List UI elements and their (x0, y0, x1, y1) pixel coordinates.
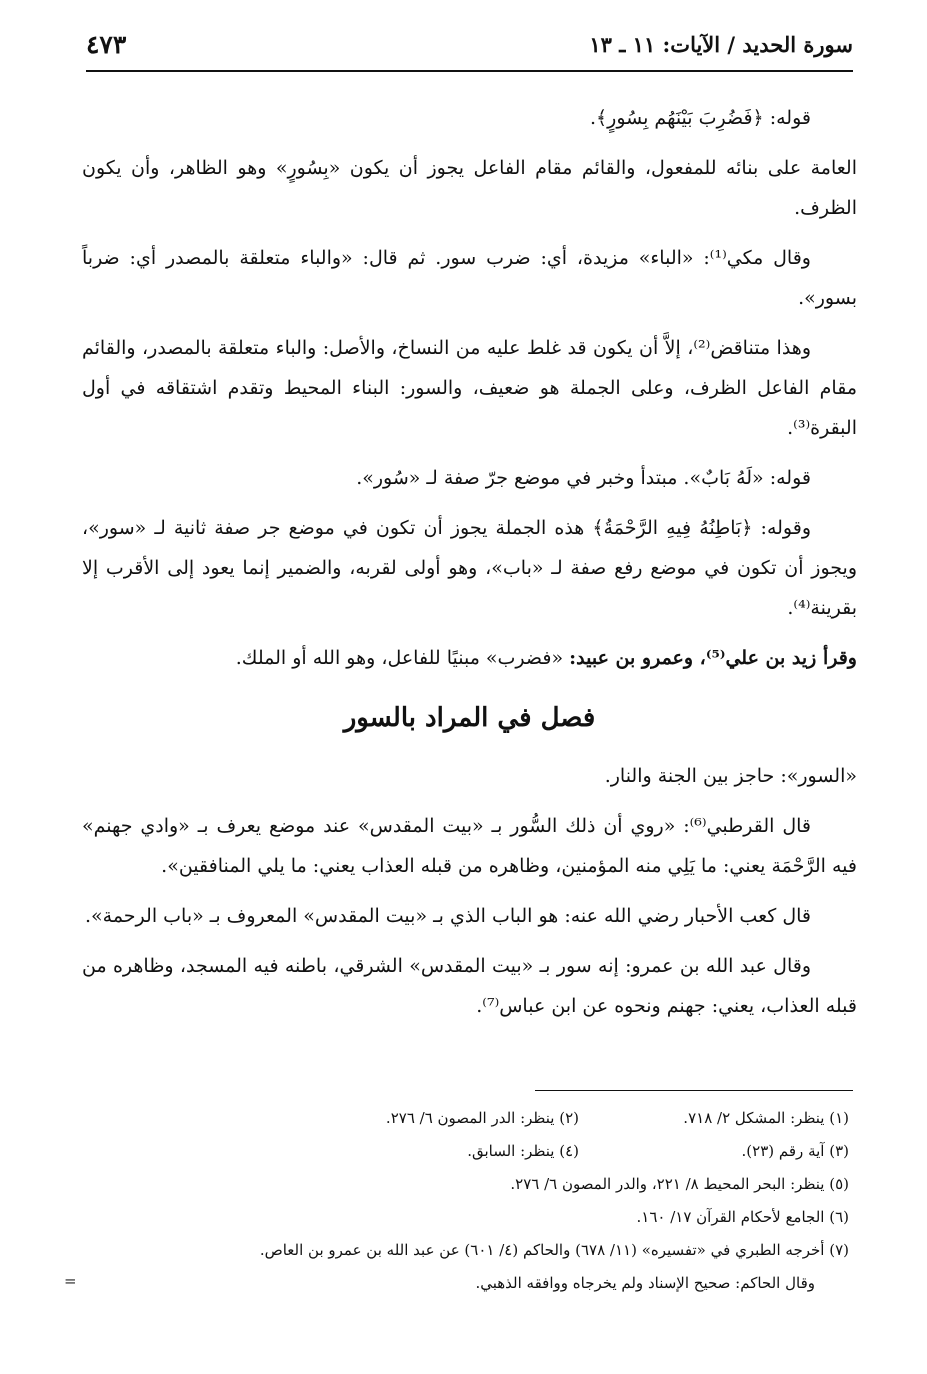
section-intro: «السور»: حاجز بين الجنة والنار. (604, 765, 857, 787)
section-heading: فصل في المراد بالسور (343, 703, 596, 733)
footnote-row (100, 1135, 849, 1168)
footnote-5: (٥) ينظر: البحر المحيط ٨/ ٢٢١، والدر المصون ٦/ ٢٧٦. (510, 1175, 849, 1193)
paragraph-4: وهذا متناقض⁽²⁾، إلاَّ أن يكون قد غلط عليه من النساخ، والأصل: والباء متعلقة بالمصدر، والقائم مقام الفاعل الظرف، وعلى الجملة هو ضعيف، والسور: البناء المحيط وتقدم اشتقاقه في أول البقرة⁽³⁾. (82, 337, 857, 439)
footnote-1: (١) ينظر: المشكل ٢/ ٧١٨. (683, 1109, 849, 1127)
footnote-7-continuation: وقال الحاكم: صحيح الإسناد ولم يخرجاه ووافقه الذهبي. (475, 1274, 815, 1292)
paragraph-1: قوله: ﴿فَضُرِبَ بَيْنَهُم بِسُورٍ﴾. (589, 107, 811, 129)
footnote-4: (٤) ينظر: السابق. (467, 1142, 579, 1160)
paragraph-5: قوله: «لَهُ بَابٌ». مبتدأ وخبر في موضع جرّ صفة لـ «سُور». (356, 467, 811, 489)
paragraph-6: وقوله: ﴿بَاطِنُهُ فِيهِ الرَّحْمَةُ﴾ هذه الجملة يجوز أن تكون في موضع جر صفة ثانية لـ «سور»، ويجوز أن تكون في موضع رفع صفة لـ «باب»، وهو أولى لقربه، والضمير إنما يعود إلى الأقرب إلا بقرينة⁽⁴⁾. (82, 517, 857, 619)
header-title: سورة الحديد / الآيات: ١١ ـ ١٣ (589, 32, 853, 57)
qiraa-text: «فضرب» مبنيًا للفاعل، وهو الله أو الملك. (235, 647, 564, 669)
footnote-separator (535, 1090, 853, 1091)
margin-mark: = (64, 1272, 77, 1290)
section-paragraph-1: قال القرطبي⁽⁶⁾: «روي أن ذلك السُّور بـ «بيت المقدس» عند موضع يعرف بـ «وادي جهنم» فيه الرَّحْمَة يعني: ما يَلِي منه المؤمنين، وظاهره من قبله العذاب يعني: ما يلي المنافقين». (82, 815, 857, 877)
qiraa-readers: وقرأ زيد بن علي⁽⁵⁾، وعمرو بن عبيد: (569, 647, 857, 669)
footnote-7: (٧) أخرجه الطبري في «تفسيره» (١١/ ٦٧٨) والحاكم (٤/ ٦٠١) عن عبد الله بن عمرو بن العاص. (259, 1241, 849, 1259)
page-number: ٤٧٣ (86, 30, 127, 59)
main-text (82, 98, 857, 1036)
running-header (86, 30, 853, 72)
footnotes (100, 1102, 849, 1300)
footnote-2: (٢) ينظر: الدر المصون ٦/ ٢٧٦. (385, 1109, 579, 1127)
section-paragraph-2: قال كعب الأحبار رضي الله عنه: هو الباب الذي بـ «بيت المقدس» المعروف بـ «باب الرحمة». (84, 905, 811, 927)
footnote-3: (٣) آية رقم (٢٣). (741, 1142, 849, 1160)
footnote-row (100, 1102, 849, 1135)
qiraa-paragraph (82, 638, 857, 678)
section-paragraph-3: وقال عبد الله بن عمرو: إنه سور بـ «بيت المقدس» الشرقي، باطنه فيه المسجد، وظاهره من قبله العذاب، يعني: جهنم ونحوه عن ابن عباس⁽⁷⁾. (82, 955, 857, 1017)
paragraph-3: وقال مكي⁽¹⁾: «الباء» مزيدة، أي: ضرب سور. ثم قال: «والباء متعلقة بالمصدر أي: ضرباً بسور». (82, 247, 857, 309)
footnote-6: (٦) الجامع لأحكام القرآن ١٧/ ١٦٠. (636, 1208, 849, 1226)
paragraph-2: العامة على بنائه للمفعول، والقائم مقام الفاعل يجوز أن يكون «بِسُورٍ» وهو الظاهر، وأن يكون الظرف. (82, 157, 857, 219)
